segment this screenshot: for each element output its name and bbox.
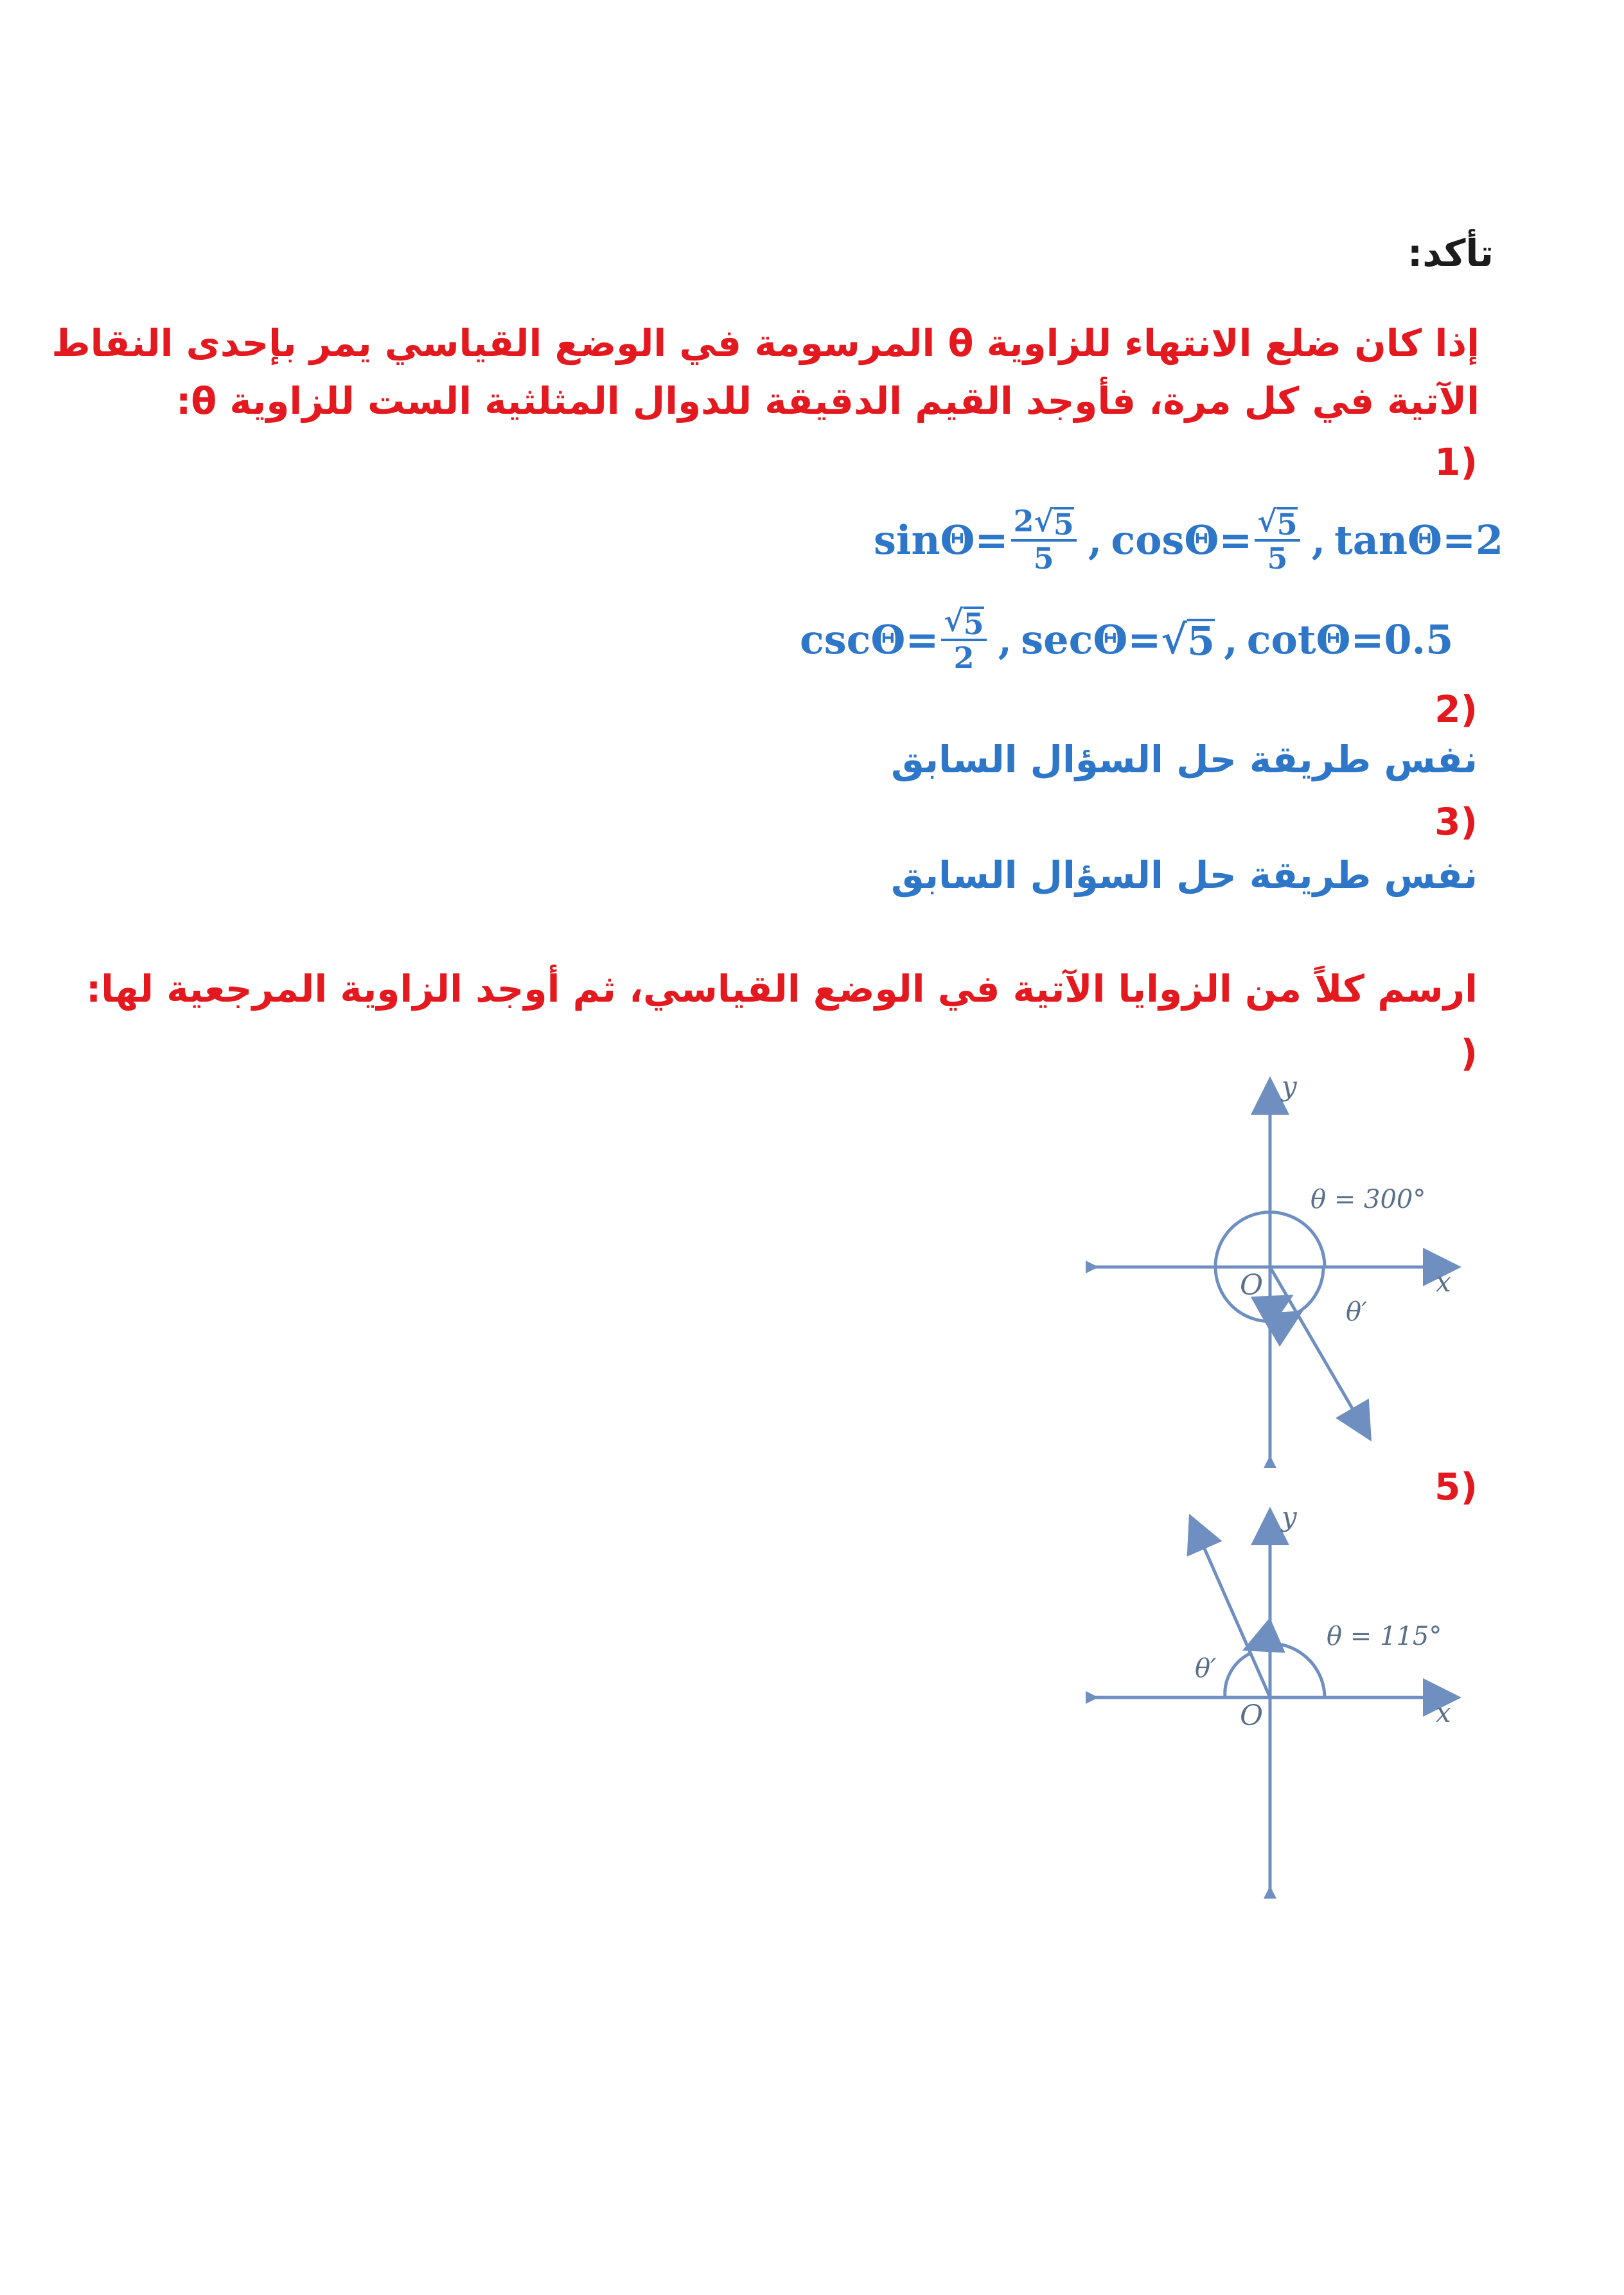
q5-number: (5 (1434, 1465, 1478, 1509)
csc-label: cscΘ= (800, 616, 939, 663)
figure-angle-300 (1086, 1070, 1478, 1468)
intro-line-2: الآتية في كل مرة، فأوجد القيم الدقيقة للدوال المثلثية الست للزاوية θ: (176, 379, 1479, 423)
q3-number: (3 (1434, 800, 1478, 844)
theta-label: θ = 115° (1327, 1622, 1442, 1651)
reference-arc-inner (1270, 1298, 1288, 1302)
q1-line-1 (874, 495, 1503, 585)
theta-prime-label: θ′ (1346, 1297, 1368, 1327)
reference-arc (1225, 1653, 1251, 1697)
cos-fraction: √ 5 5 (1255, 504, 1300, 576)
sin-num-rad: 5 (1053, 506, 1074, 542)
q3-answer: نفس طريقة حل السؤال السابق (890, 853, 1478, 897)
cos-num-rad: 5 (1276, 506, 1298, 542)
sin-den: 5 (1033, 540, 1054, 576)
intro-line-1: إذا كان ضلع الانتهاء للزاوية θ المرسومة في الوضع القياسي يمر بإحدى النقاط (51, 321, 1479, 365)
q2-number: (2 (1434, 687, 1478, 731)
sin-num-coef: 2 (1013, 503, 1034, 538)
comma-2: , (1311, 516, 1326, 563)
cos-den: 5 (1267, 540, 1288, 576)
sec-rad: 5 (1187, 617, 1215, 664)
y-label: y (1282, 1070, 1297, 1102)
sin-label: sinΘ= (874, 516, 1009, 563)
cot-value: cotΘ=0.5 (1246, 616, 1454, 663)
section-heading: تأكد: (1408, 231, 1494, 275)
sec-root: √ 5 (1161, 616, 1215, 664)
draw-instruction: ارسم كلاً من الزوايا الآتية في الوضع القياسي، ثم أوجد الزاوية المرجعية لها: (85, 967, 1478, 1011)
origin-label: O (1240, 1269, 1264, 1302)
comma-4: , (1224, 616, 1238, 663)
theta-prime-label: θ′ (1195, 1654, 1217, 1683)
comma-3: , (998, 616, 1012, 663)
origin-label: O (1240, 1699, 1264, 1732)
q1-line-2 (800, 594, 1453, 684)
sec-label: secΘ= (1021, 616, 1161, 663)
x-label: x (1436, 1697, 1451, 1728)
comma-1: , (1088, 516, 1102, 563)
tan-value: tanΘ=2 (1334, 516, 1504, 563)
reference-arc (1298, 1267, 1323, 1313)
cos-label: cosΘ= (1111, 516, 1253, 563)
csc-num-rad: 5 (963, 606, 984, 641)
theta-label: θ = 300° (1311, 1185, 1426, 1214)
terminal-side (1270, 1267, 1368, 1436)
q2-answer: نفس طريقة حل السؤال السابق (890, 738, 1478, 781)
csc-den: 2 (953, 640, 975, 675)
figure-angle-115 (1086, 1500, 1478, 1899)
sin-fraction: 2 √ 5 5 (1011, 504, 1077, 576)
q1-number: (1 (1434, 440, 1478, 484)
q4-number: ( (1460, 1031, 1478, 1075)
csc-fraction: √ 5 2 (941, 604, 986, 675)
y-label: y (1282, 1501, 1297, 1532)
x-label: x (1436, 1266, 1451, 1298)
